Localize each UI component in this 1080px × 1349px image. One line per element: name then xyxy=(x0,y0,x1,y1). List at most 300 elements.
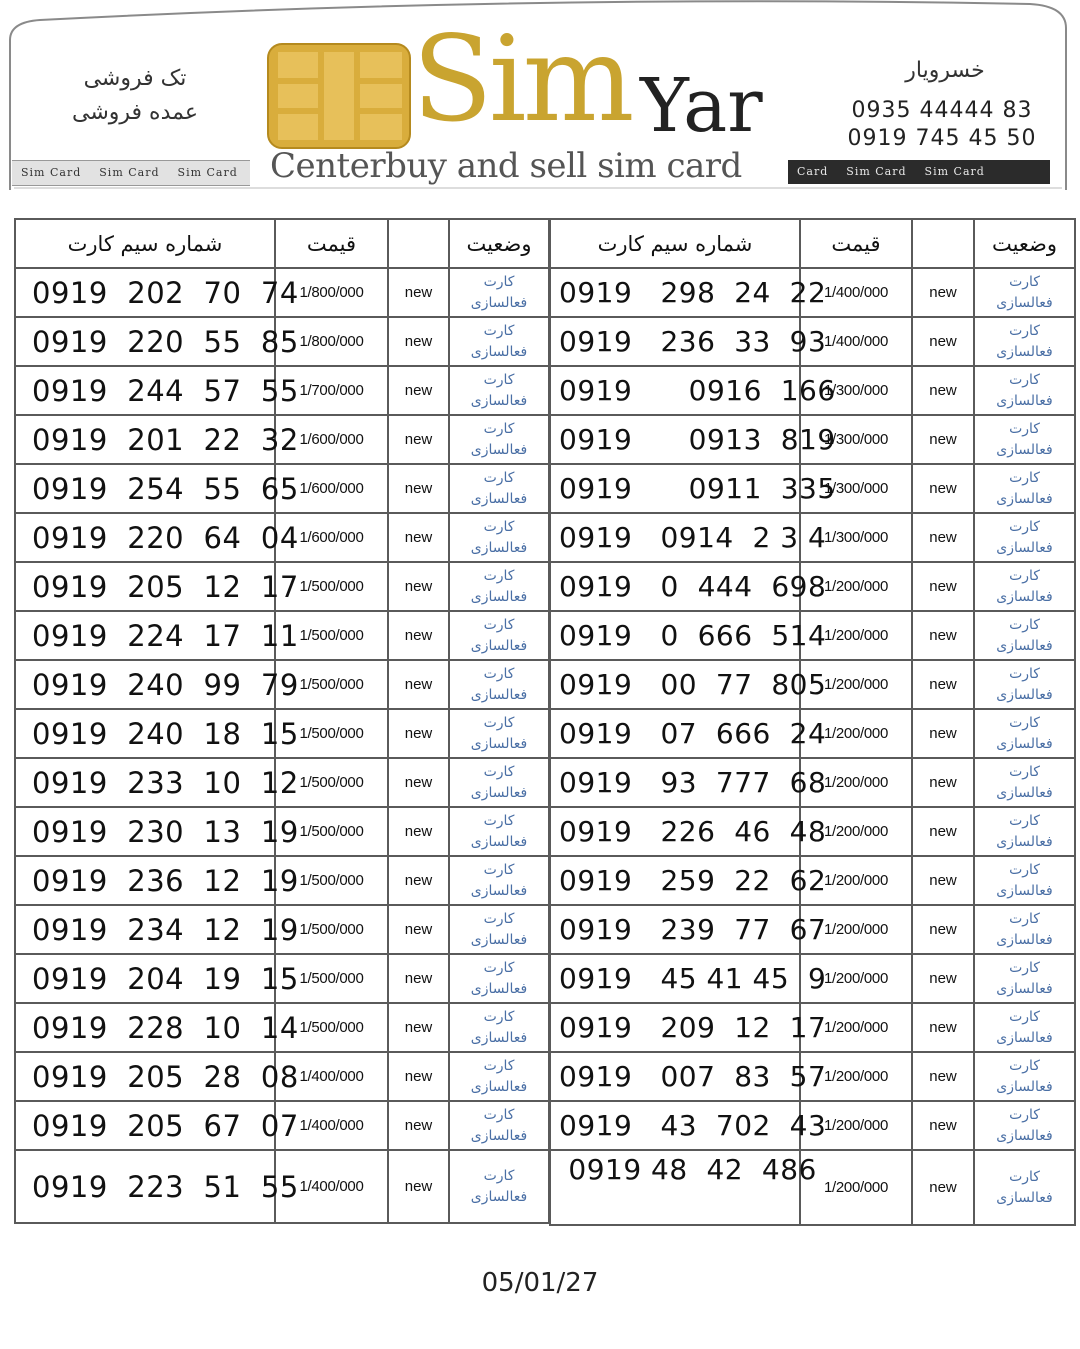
status-line-1: کارت xyxy=(483,371,515,388)
sim-number: 0919 233 10 12 xyxy=(15,758,275,807)
footer-date: 05/01/27 xyxy=(481,1268,599,1298)
sim-condition: new xyxy=(912,954,974,1003)
column-header-number: شماره سیم کارت xyxy=(550,219,800,268)
table-row[interactable] xyxy=(550,807,1075,856)
status-line-2: فعالسازی xyxy=(470,294,528,311)
status-line-2: فعالسازی xyxy=(996,686,1053,703)
table-row[interactable] xyxy=(15,905,549,954)
sim-price: 1/400/000 xyxy=(275,1150,388,1223)
status-line-1: کارت xyxy=(483,567,515,584)
sim-number: 0919 226 46 48 xyxy=(550,807,800,856)
status-line-1: کارت xyxy=(1009,665,1040,682)
status-line-1: کارت xyxy=(1009,518,1040,535)
table-row[interactable] xyxy=(550,366,1075,415)
sim-status xyxy=(974,807,1075,856)
sim-status xyxy=(974,464,1075,513)
status-line-2: فعالسازی xyxy=(996,882,1053,899)
sim-number: 0919 205 28 08 xyxy=(15,1052,275,1101)
status-line-2: فعالسازی xyxy=(470,931,528,948)
sim-price: 1/500/000 xyxy=(275,807,388,856)
sim-status xyxy=(974,856,1075,905)
status-line-1: کارت xyxy=(1009,469,1040,486)
table-row[interactable] xyxy=(15,1003,549,1052)
sim-status xyxy=(449,415,549,464)
sim-price: 1/500/000 xyxy=(275,905,388,954)
table-row[interactable] xyxy=(550,660,1075,709)
table-row[interactable] xyxy=(550,317,1075,366)
sim-status xyxy=(974,513,1075,562)
sim-condition: new xyxy=(388,1003,449,1052)
sim-status xyxy=(449,317,549,366)
sim-number: 0919 240 99 79 xyxy=(15,660,275,709)
status-line-1: کارت xyxy=(483,861,515,878)
table-row[interactable] xyxy=(15,856,549,905)
phone-number-2[interactable]: 0919 745 45 50 xyxy=(847,126,1037,151)
sim-status xyxy=(974,660,1075,709)
strip-text: Sim Card xyxy=(99,166,160,179)
status-line-2: فعالسازی xyxy=(996,1127,1053,1144)
sim-status xyxy=(974,317,1075,366)
sim-condition: new xyxy=(388,464,449,513)
sim-condition: new xyxy=(912,366,974,415)
sim-number: 0919 205 67 07 xyxy=(15,1101,275,1150)
table-row[interactable] xyxy=(550,268,1075,317)
status-line-2: فعالسازی xyxy=(470,784,528,801)
sim-price: 1/400/000 xyxy=(800,268,912,317)
sim-price: 1/800/000 xyxy=(275,317,388,366)
table-row[interactable] xyxy=(550,415,1075,464)
table-row[interactable] xyxy=(550,611,1075,660)
sim-condition: new xyxy=(912,856,974,905)
column-header-number: شماره سیم کارت xyxy=(15,219,275,268)
sim-status xyxy=(974,611,1075,660)
sim-status xyxy=(974,268,1075,317)
sim-chip-logo xyxy=(266,42,412,150)
sim-status xyxy=(974,1003,1075,1052)
status-line-2: فعالسازی xyxy=(996,1029,1053,1046)
status-line-2: فعالسازی xyxy=(470,441,528,458)
status-line-2: فعالسازی xyxy=(996,931,1053,948)
status-line-1: کارت xyxy=(1009,1168,1040,1185)
sim-number: 0919 201 22 32 xyxy=(15,415,275,464)
status-line-1: کارت xyxy=(1009,322,1040,339)
sim-status xyxy=(974,954,1075,1003)
sim-price: 1/200/000 xyxy=(800,1052,912,1101)
sim-condition: new xyxy=(912,1052,974,1101)
sim-condition: new xyxy=(912,562,974,611)
table-row[interactable] xyxy=(15,758,549,807)
sim-condition: new xyxy=(912,1003,974,1052)
status-line-2: فعالسازی xyxy=(470,882,528,899)
status-line-2: فعالسازی xyxy=(996,637,1053,654)
sim-condition: new xyxy=(912,807,974,856)
status-line-1: کارت xyxy=(483,910,515,927)
sim-status xyxy=(449,1150,549,1223)
sim-condition: new xyxy=(912,1101,974,1150)
sim-price: 1/200/000 xyxy=(800,611,912,660)
sim-price: 1/300/000 xyxy=(800,366,912,415)
sim-condition: new xyxy=(912,464,974,513)
table-row[interactable] xyxy=(550,709,1075,758)
column-header-status: وضعیت xyxy=(974,219,1075,268)
sim-price: 1/600/000 xyxy=(275,415,388,464)
sim-status xyxy=(449,856,549,905)
status-line-2: فعالسازی xyxy=(470,1078,528,1095)
table-body-right xyxy=(550,268,1075,1225)
sim-number: 0919 45 41 45 9 xyxy=(550,954,800,1003)
sim-condition: new xyxy=(912,758,974,807)
sim-number: 0919 0914 2 3 4 xyxy=(550,513,800,562)
sim-number: 0919 236 12 19 xyxy=(15,856,275,905)
status-line-2: فعالسازی xyxy=(470,392,528,409)
status-line-2: فعالسازی xyxy=(470,490,528,507)
status-line-1: کارت xyxy=(1009,616,1040,633)
sim-card-strip-left xyxy=(12,160,250,186)
sim-number: 0919 00 77 805 xyxy=(550,660,800,709)
sim-status xyxy=(449,954,549,1003)
sim-price: 1/700/000 xyxy=(275,366,388,415)
sim-price: 1/500/000 xyxy=(275,660,388,709)
status-line-2: فعالسازی xyxy=(470,343,528,360)
sim-price: 1/200/000 xyxy=(800,954,912,1003)
table-row[interactable] xyxy=(15,464,549,513)
sim-status xyxy=(449,366,549,415)
sim-status xyxy=(974,709,1075,758)
sim-number: 0919 48 42 486 xyxy=(550,1150,800,1225)
table-row[interactable] xyxy=(15,660,549,709)
status-line-1: کارت xyxy=(483,763,515,780)
status-line-2: فعالسازی xyxy=(996,588,1053,605)
sim-price: 1/400/000 xyxy=(275,1052,388,1101)
brand-sim-logo: Sim xyxy=(412,10,631,148)
sim-price: 1/800/000 xyxy=(275,268,388,317)
sim-price: 1/500/000 xyxy=(275,856,388,905)
sim-condition: new xyxy=(388,415,449,464)
table-row[interactable] xyxy=(550,1052,1075,1101)
sim-condition: new xyxy=(388,856,449,905)
sim-number: 0919 93 777 68 xyxy=(550,758,800,807)
sim-status xyxy=(974,562,1075,611)
sim-number: 0919 224 17 11 xyxy=(15,611,275,660)
status-line-2: فعالسازی xyxy=(996,343,1053,360)
sim-number: 0919 220 55 85 xyxy=(15,317,275,366)
status-line-1: کارت xyxy=(1009,959,1040,976)
table-header-row xyxy=(550,219,1075,268)
sim-condition: new xyxy=(388,268,449,317)
sim-price: 1/600/000 xyxy=(275,513,388,562)
status-line-2: فعالسازی xyxy=(470,980,528,997)
status-line-1: کارت xyxy=(1009,420,1040,437)
column-header-condition xyxy=(388,219,449,268)
sim-condition: new xyxy=(912,611,974,660)
strip-text: Sim Card xyxy=(21,166,82,179)
sim-price: 1/500/000 xyxy=(275,611,388,660)
strip-text: Sim Card xyxy=(924,165,985,178)
status-line-2: فعالسازی xyxy=(470,1188,528,1205)
sim-price: 1/200/000 xyxy=(800,1101,912,1150)
sim-condition: new xyxy=(388,660,449,709)
sim-condition: new xyxy=(388,611,449,660)
status-line-1: کارت xyxy=(483,714,515,731)
sim-number: 0919 254 55 65 xyxy=(15,464,275,513)
sim-condition: new xyxy=(912,415,974,464)
status-line-1: کارت xyxy=(1009,1106,1040,1123)
status-line-1: کارت xyxy=(483,322,515,339)
brand-yar-logo: Yar xyxy=(640,63,763,149)
sim-list-table-right xyxy=(549,218,1076,1226)
table-row[interactable] xyxy=(15,562,549,611)
column-header-condition xyxy=(912,219,974,268)
sim-status xyxy=(449,660,549,709)
sim-status xyxy=(449,464,549,513)
status-line-2: فعالسازی xyxy=(996,490,1053,507)
sim-condition: new xyxy=(912,905,974,954)
table-row[interactable] xyxy=(15,709,549,758)
sim-status xyxy=(449,513,549,562)
status-line-2: فعالسازی xyxy=(996,735,1053,752)
status-line-1: کارت xyxy=(483,273,515,290)
sim-condition: new xyxy=(388,562,449,611)
status-line-2: فعالسازی xyxy=(996,392,1053,409)
status-line-1: کارت xyxy=(1009,273,1040,290)
sim-status xyxy=(449,758,549,807)
sim-status xyxy=(449,268,549,317)
table-row[interactable] xyxy=(550,758,1075,807)
sim-number: 0919 43 702 43 xyxy=(550,1101,800,1150)
sim-status xyxy=(449,905,549,954)
sim-price: 1/200/000 xyxy=(800,660,912,709)
sim-condition: new xyxy=(388,1101,449,1150)
sim-number: 0919 209 12 17 xyxy=(550,1003,800,1052)
status-line-2: فعالسازی xyxy=(470,833,528,850)
status-line-1: کارت xyxy=(1009,861,1040,878)
sim-status xyxy=(449,1003,549,1052)
status-line-2: فعالسازی xyxy=(470,1127,528,1144)
sim-status xyxy=(449,562,549,611)
table-row[interactable] xyxy=(15,366,549,415)
sim-number: 0919 202 70 74 xyxy=(15,268,275,317)
sim-status xyxy=(449,1052,549,1101)
sim-condition: new xyxy=(388,905,449,954)
table-row[interactable] xyxy=(550,1150,1075,1225)
sim-number: 0919 244 57 55 xyxy=(15,366,275,415)
sim-list-table-left xyxy=(14,218,550,1224)
table-row[interactable] xyxy=(550,513,1075,562)
sim-condition: new xyxy=(912,660,974,709)
status-line-1: کارت xyxy=(483,1008,515,1025)
header-banner xyxy=(0,0,1080,200)
sim-number: 0919 07 666 24 xyxy=(550,709,800,758)
sim-condition: new xyxy=(388,807,449,856)
status-line-2: فعالسازی xyxy=(470,539,528,556)
status-line-1: کارت xyxy=(1009,763,1040,780)
sim-status xyxy=(974,1150,1075,1225)
sim-number: 0919 204 19 15 xyxy=(15,954,275,1003)
sim-condition: new xyxy=(388,513,449,562)
sim-price: 1/300/000 xyxy=(800,513,912,562)
column-header-price: قیمت xyxy=(275,219,388,268)
status-line-2: فعالسازی xyxy=(996,980,1053,997)
status-line-1: کارت xyxy=(1009,1008,1040,1025)
status-line-1: کارت xyxy=(1009,567,1040,584)
sim-number: 0919 0 444 698 xyxy=(550,562,800,611)
status-line-1: کارت xyxy=(483,518,515,535)
sim-condition: new xyxy=(388,1150,449,1223)
status-line-1: کارت xyxy=(483,469,515,486)
sim-condition: new xyxy=(388,366,449,415)
sim-number: 0919 223 51 55 xyxy=(15,1150,275,1223)
status-line-2: فعالسازی xyxy=(996,784,1053,801)
sim-price: 1/200/000 xyxy=(800,905,912,954)
sim-condition: new xyxy=(388,954,449,1003)
table-row[interactable] xyxy=(15,954,549,1003)
sim-number: 0919 239 77 67 xyxy=(550,905,800,954)
sim-number: 0919 0913 819 xyxy=(550,415,800,464)
sim-condition: new xyxy=(388,758,449,807)
table-row[interactable] xyxy=(15,415,549,464)
sim-status xyxy=(449,1101,549,1150)
sim-price: 1/400/000 xyxy=(275,1101,388,1150)
sim-price: 1/500/000 xyxy=(275,758,388,807)
wholesale-label: عمده فروشی xyxy=(72,100,198,125)
sim-number: 0919 298 24 22 xyxy=(550,268,800,317)
sim-condition: new xyxy=(912,1150,974,1225)
sim-number: 0919 007 83 57 xyxy=(550,1052,800,1101)
retail-label: تک فروشی xyxy=(83,66,187,91)
brand-tagline: Centerbuy and sell sim card xyxy=(270,146,742,186)
status-line-1: کارت xyxy=(1009,910,1040,927)
sim-price: 1/300/000 xyxy=(800,464,912,513)
sim-price: 1/200/000 xyxy=(800,758,912,807)
status-line-1: کارت xyxy=(483,616,515,633)
status-line-2: فعالسازی xyxy=(996,294,1053,311)
sim-number: 0919 259 22 62 xyxy=(550,856,800,905)
sim-price: 1/600/000 xyxy=(275,464,388,513)
sim-price: 1/200/000 xyxy=(800,807,912,856)
table-header-row xyxy=(15,219,549,268)
sales-types xyxy=(40,62,230,130)
owner-name: خسرویار xyxy=(905,58,985,83)
strip-text: Sim Card xyxy=(177,166,238,179)
sim-price: 1/200/000 xyxy=(800,1150,912,1225)
status-line-1: کارت xyxy=(483,665,515,682)
status-line-1: کارت xyxy=(483,1167,515,1184)
sim-status xyxy=(974,758,1075,807)
sim-price: 1/200/000 xyxy=(800,709,912,758)
sim-number: 0919 0916 166 xyxy=(550,366,800,415)
table-row[interactable] xyxy=(15,317,549,366)
sim-card-strip-right xyxy=(788,160,1050,184)
status-line-2: فعالسازی xyxy=(470,588,528,605)
sim-price: 1/500/000 xyxy=(275,1003,388,1052)
sim-condition: new xyxy=(912,268,974,317)
sim-status xyxy=(974,1052,1075,1101)
table-row[interactable] xyxy=(15,1150,549,1223)
status-line-2: فعالسازی xyxy=(996,1078,1053,1095)
sim-status xyxy=(974,905,1075,954)
sim-number: 0919 220 64 04 xyxy=(15,513,275,562)
status-line-2: فعالسازی xyxy=(470,686,528,703)
table-row[interactable] xyxy=(15,513,549,562)
status-line-1: کارت xyxy=(483,959,515,976)
sim-condition: new xyxy=(388,709,449,758)
status-line-1: کارت xyxy=(483,1057,515,1074)
sim-status xyxy=(449,611,549,660)
sim-condition: new xyxy=(388,317,449,366)
sim-condition: new xyxy=(912,317,974,366)
sim-price: 1/400/000 xyxy=(800,317,912,366)
status-line-2: فعالسازی xyxy=(470,735,528,752)
status-line-1: کارت xyxy=(1009,1057,1040,1074)
sim-price: 1/500/000 xyxy=(275,709,388,758)
sim-price: 1/200/000 xyxy=(800,562,912,611)
phone-number-1[interactable]: 0935 44444 83 xyxy=(851,98,1033,123)
status-line-1: کارت xyxy=(483,812,515,829)
status-line-2: فعالسازی xyxy=(996,441,1053,458)
sim-price: 1/500/000 xyxy=(275,954,388,1003)
sim-number: 0919 205 12 17 xyxy=(15,562,275,611)
status-line-2: فعالسازی xyxy=(996,1189,1053,1206)
status-line-2: فعالسازی xyxy=(996,833,1053,850)
status-line-1: کارت xyxy=(483,420,515,437)
sim-number: 0919 230 13 19 xyxy=(15,807,275,856)
status-line-1: کارت xyxy=(1009,812,1040,829)
sim-number: 0919 234 12 19 xyxy=(15,905,275,954)
sim-price: 1/300/000 xyxy=(800,415,912,464)
status-line-1: کارت xyxy=(483,1106,515,1123)
strip-text: Sim Card xyxy=(846,165,907,178)
sim-price: 1/500/000 xyxy=(275,562,388,611)
sim-number: 0919 0 666 514 xyxy=(550,611,800,660)
table-row[interactable] xyxy=(15,1052,549,1101)
column-header-status: وضعیت xyxy=(449,219,549,268)
sim-number: 0919 0911 335 xyxy=(550,464,800,513)
table-row[interactable] xyxy=(550,562,1075,611)
table-row[interactable] xyxy=(550,905,1075,954)
sim-condition: new xyxy=(388,1052,449,1101)
status-line-1: کارت xyxy=(1009,714,1040,731)
sim-number: 0919 236 33 93 xyxy=(550,317,800,366)
table-row[interactable] xyxy=(15,1101,549,1150)
status-line-2: فعالسازی xyxy=(470,1029,528,1046)
table-row[interactable] xyxy=(550,1101,1075,1150)
sim-condition: new xyxy=(912,709,974,758)
status-line-2: فعالسازی xyxy=(996,539,1053,556)
strip-text: Card xyxy=(797,165,829,178)
table-row[interactable] xyxy=(15,611,549,660)
sim-number: 0919 228 10 14 xyxy=(15,1003,275,1052)
column-header-price: قیمت xyxy=(800,219,912,268)
sim-status xyxy=(449,709,549,758)
sim-price: 1/200/000 xyxy=(800,1003,912,1052)
table-row[interactable] xyxy=(15,807,549,856)
table-row[interactable] xyxy=(550,856,1075,905)
table-row[interactable] xyxy=(550,954,1075,1003)
sim-condition: new xyxy=(912,513,974,562)
sim-number: 0919 240 18 15 xyxy=(15,709,275,758)
sim-price: 1/200/000 xyxy=(800,856,912,905)
table-row[interactable] xyxy=(15,268,549,317)
table-row[interactable] xyxy=(550,464,1075,513)
table-body-left xyxy=(15,268,549,1223)
sim-status xyxy=(974,366,1075,415)
status-line-2: فعالسازی xyxy=(470,637,528,654)
sim-status xyxy=(974,1101,1075,1150)
sim-status xyxy=(974,415,1075,464)
sim-status xyxy=(449,807,549,856)
status-line-1: کارت xyxy=(1009,371,1040,388)
table-row[interactable] xyxy=(550,1003,1075,1052)
